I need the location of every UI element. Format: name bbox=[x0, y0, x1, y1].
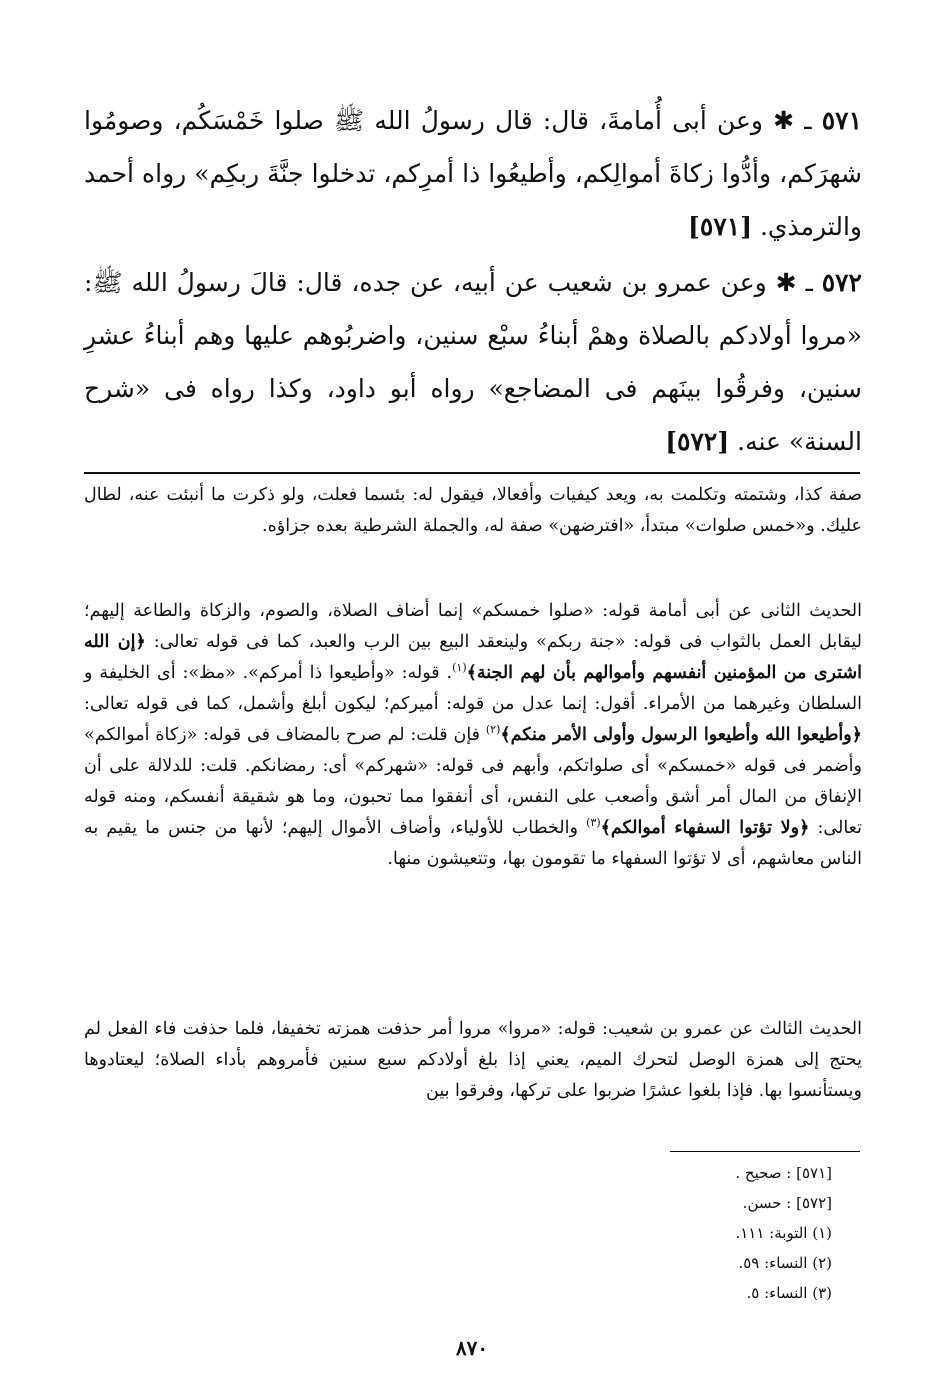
footnotes bbox=[532, 1158, 832, 1308]
footnote: [٥٧١] : صحيح . bbox=[735, 1164, 832, 1182]
hadith-number: ٥٧١ bbox=[821, 106, 863, 135]
commentary-text: فإن قلت: لم صرح بالمضاف فى قوله: «زكاة أموالكم» وأضمر فى قوله «خمسكم» أى صلواتكم، وأبهم فى قوله: «شهركم» أى: رمضانكم. قلت: للدلالة على أن الإنفاق من المال أمر أشق وأصعب على النفس، أى أنفقوا مما تحبون، وما هو شقيقة أنفسكم، ومنه قوله تعالى: bbox=[84, 725, 862, 838]
footnote-marker: (٢) bbox=[485, 723, 501, 737]
quran-quote: ﴿إن الله اشترى من المؤمنين أنفسهم وأموالهم بأن لهم الجنة﴾ bbox=[84, 632, 862, 683]
footnote-marker: (١) bbox=[452, 661, 467, 675]
commentary-paragraph: صفة كذا، وشتمته وتكلمت به، ويعد كيفيات وأفعالا، فيقول له: بئسما فعلت، ولو ذكرت ما أنبئت عنه، لطال عليك. و«خمس صلوات» مبتدأ، «افترضهن» صفة له، والجملة الشرطية بعده جزاؤه. bbox=[84, 485, 862, 536]
footnote: [٥٧٢] : حسن. bbox=[742, 1194, 832, 1212]
page-number: ٨٧٠ bbox=[455, 1336, 489, 1360]
commentary-text: . قوله: «وأطيعوا ذا أمركم». «مظ»: أى الخليفة و السلطان وغيرهما من الأمراء. أقول: إنما عدل من قوله: أميركم؛ ليكون أبلغ وأشمل، كما فى قوله تعالى: bbox=[84, 663, 862, 714]
commentary-paragraph: الحديث الثالث عن عمرو بن شعيب: قوله: «مروا» مروا أمر حذفت همزته تخفيفا، فلما حذفت فاء الفعل لم يحتج إلى همزة الوصل لتحرك الميم، يعني إذا بلغ أولادكم سبع سنين فأمروهم بأداء الصلاة؛ ليعتادوها ويستأنسوا بها. فإذا بلغوا عشرًا ضربوا على تركها، وفرقوا بين bbox=[84, 1019, 862, 1101]
quran-quote: ﴿ولا تؤتوا السفهاء أموالكم﴾ bbox=[600, 818, 810, 838]
footnote: (١) التوبة: ١١١. bbox=[735, 1224, 832, 1242]
hadith-571 bbox=[84, 94, 862, 253]
commentary-text: والخطاب للأولياء، وأضاف الأموال إليهم؛ لأنها من جنس ما يقيم به الناس معاشهم، أى لا تؤتوا السفهاء ما تقومون بها، وتتعيشون منها. bbox=[84, 818, 862, 869]
hadith-reference: [٥٧١] bbox=[688, 212, 753, 241]
footnote-marker: (٣) bbox=[586, 816, 601, 830]
commentary-text: الحديث الثانى عن أبى أمامة قوله: «صلوا خمسكم» إنما أضاف الصلاة، والصوم، والزكاة والطاعة إليهم؛ ليقابل العمل بالثواب فى قوله: «جنة ربكم» ولينعقد البيع بين الرب والعبد، كما فى قوله تعالى: bbox=[84, 601, 862, 652]
footnote-divider bbox=[670, 1151, 860, 1152]
commentary-divider bbox=[84, 472, 860, 474]
hadith-text: ـ ✱ وعن عمرو بن شعيب عن أبيه، عن جده، قال: قالَ رسولُ الله ﷺ: «مروا أولادكم بالصلاة وهمْ أبناءُ سبْع سنين، واضربُوهم عليها وهم أبناءُ عشرِ سنين، وفرقُوا بينَهم فى المضاجع» رواه أبو داود، وكذا رواه فى «شرح السنة» عنه. bbox=[84, 268, 862, 456]
hadith-reference: [٥٧٢] bbox=[665, 427, 730, 456]
commentary-paragraph bbox=[84, 596, 862, 875]
hadith-text: ـ ✱ وعن أبى أُمامةَ، قال: قال رسولُ الله ﷺ صلوا خَمْسَكُم، وصومُوا شهرَكم، وأدُّوا زكاةَ أموالِكم، وأطيعُوا ذا أمرِكم، تدخلوا جنَّةَ ربكِم» رواه أحمد والترمذي. bbox=[84, 106, 862, 241]
hadith-number: ٥٧٢ bbox=[821, 268, 862, 297]
footnote: (٢) النساء: ٥٩. bbox=[738, 1254, 832, 1272]
quran-quote: ﴿وأطيعوا الله وأطيعوا الرسول وأولى الأمر منكم﴾ bbox=[500, 725, 862, 745]
footnote: (٣) النساء: ٥. bbox=[746, 1284, 832, 1302]
hadith-572 bbox=[84, 256, 862, 468]
